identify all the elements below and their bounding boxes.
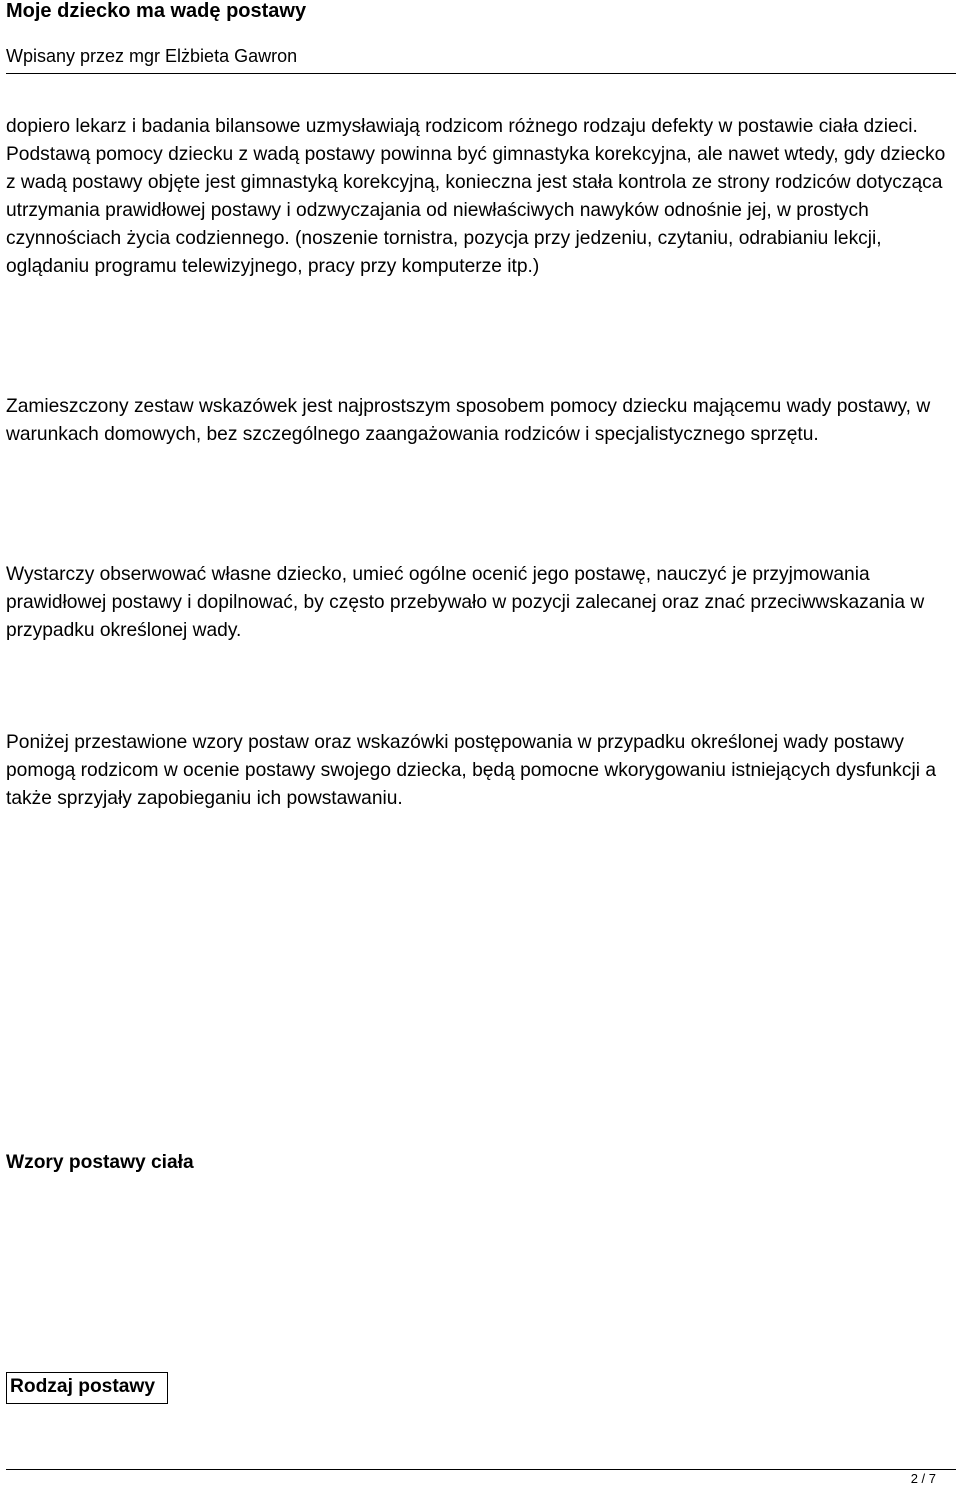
paragraph-1: dopiero lekarz i badania bilansowe uzmysławiają rodzicom różnego rodzaju defekty w postawie ciała dzieci. Podstawą pomocy dziecku z wadą postawy powinna być gimnastyka korekcyjna, ale nawet wtedy, gdy dziecko z wadą postawy objęte jest gimnastyką korekcyjną, konieczna jest stała kontrola ze strony rodziców dotycząca utrzymania prawidłowej postawy i odzwyczajania od niewłaściwych nawyków odnośnie jej, w prostych czynnościach życia codziennego. (noszenie tornistra, pozycja przy jedzeniu, czytaniu, odrabianiu lekcji, oglądaniu programu telewizyjnego, pracy przy komputerze itp.)	[6, 116, 946, 277]
header-divider	[6, 73, 956, 74]
paragraph-3: Wystarczy obserwować własne dziecko, umieć ogólne ocenić jego postawę, nauczyć je przyjmowania prawidłowej postawy i dopilnować, by często przebywało w pozycji zalecanej oraz znać przeciwwskazania w przypadku określonej wady.	[6, 564, 925, 641]
author-line: Wpisany przez mgr Elżbieta Gawron	[6, 46, 298, 66]
document-title: Moje dziecko ma wadę postawy	[6, 0, 307, 22]
section-heading: Wzory postawy ciała	[6, 1152, 194, 1173]
paragraph-4: Poniżej przestawione wzory postaw oraz wskazówki postępowania w przypadku określonej wady postawy pomogą rodzicom w ocenie postawy swojego dziecka, będą pomocne wkorygowaniu istniejących dysfunkcji a także sprzyjały zapobieganiu ich powstawaniu.	[6, 732, 937, 809]
table-header-label: Rodzaj postawy	[10, 1376, 155, 1397]
paragraph-2: Zamieszczony zestaw wskazówek jest najprostszym sposobem pomocy dziecku mającemu wady postawy, w warunkach domowych, bez szczególnego zaangażowania rodziców i specjalistycznego sprzętu.	[6, 396, 931, 445]
footer-divider	[6, 1469, 956, 1470]
page-number: 2 / 7	[910, 1471, 936, 1486]
